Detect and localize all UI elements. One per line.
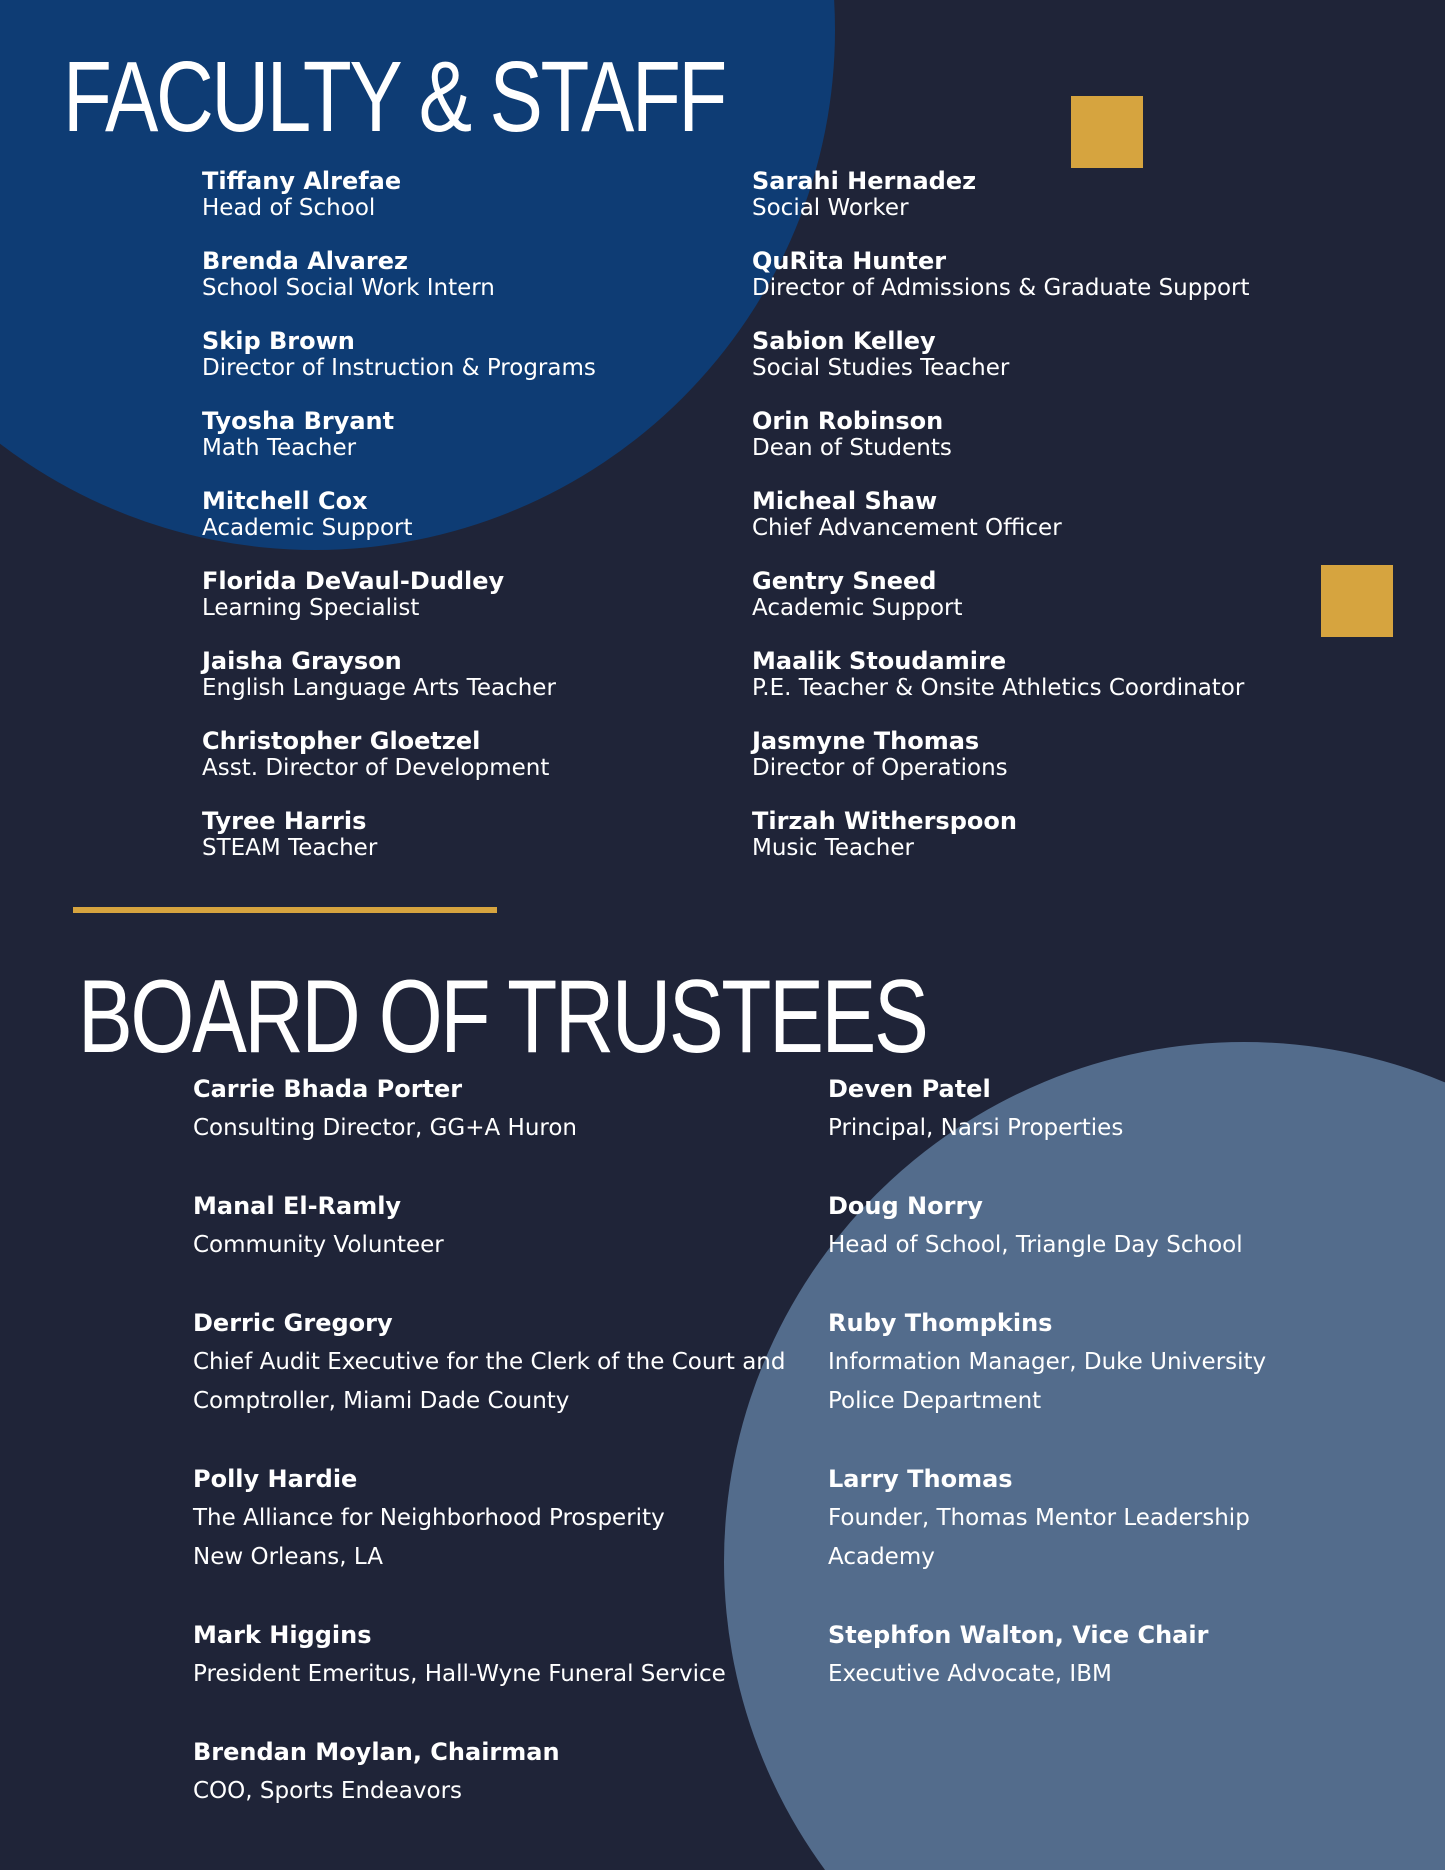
staff-member	[202, 407, 762, 487]
trustee-name: Stephfon Walton, Vice Chair	[828, 1621, 1209, 1649]
staff-member	[752, 167, 1312, 247]
staff-name: Jasmyne Thomas	[752, 727, 980, 755]
staff-role: Social Worker	[752, 195, 909, 221]
staff-role: Head of School	[202, 195, 376, 221]
trustee	[193, 1616, 813, 1694]
staff-member	[202, 567, 762, 647]
staff-role: STEAM Teacher	[202, 835, 378, 861]
trustee-name: Deven Patel	[828, 1075, 991, 1103]
faculty-left-column	[202, 167, 762, 887]
staff-name: Micheal Shaw	[752, 487, 938, 515]
staff-member	[752, 327, 1312, 407]
staff-name: Tirzah Witherspoon	[752, 807, 1017, 835]
staff-role: Math Teacher	[202, 435, 357, 461]
trustee-role: COO, Sports Endeavors	[193, 1778, 463, 1804]
staff-role: Chief Advancement Officer	[752, 515, 1062, 541]
staff-name: Sarahi Hernadez	[752, 167, 977, 195]
staff-name: QuRita Hunter	[752, 247, 947, 275]
trustee	[828, 1616, 1428, 1694]
staff-role: Academic Support	[752, 595, 963, 621]
staff-member	[202, 247, 762, 327]
trustee-name: Mark Higgins	[193, 1621, 372, 1649]
staff-name: Florida DeVaul-Dudley	[202, 567, 505, 595]
staff-member	[752, 807, 1312, 887]
staff-member	[202, 167, 762, 247]
staff-name: Christopher Gloetzel	[202, 727, 481, 755]
staff-name: Gentry Sneed	[752, 567, 937, 595]
trustee-role: Head of School, Triangle Day School	[828, 1232, 1243, 1258]
decorative-square-top	[1071, 96, 1143, 168]
staff-member	[202, 487, 762, 567]
faculty-staff-heading: FACULTY & STAFF	[63, 41, 725, 153]
trustee	[828, 1460, 1428, 1577]
trustee-name: Larry Thomas	[828, 1465, 1013, 1493]
trustee	[193, 1733, 813, 1811]
trustee	[193, 1070, 813, 1148]
trustee-role: Consulting Director, GG+A Huron	[193, 1115, 578, 1141]
staff-member	[202, 807, 762, 887]
decorative-square-middle	[1321, 565, 1393, 637]
trustee-name: Carrie Bhada Porter	[193, 1075, 463, 1103]
staff-role: Director of Admissions & Graduate Support	[752, 275, 1250, 301]
trustee	[828, 1187, 1428, 1265]
trustee-name: Brendan Moylan, Chairman	[193, 1738, 560, 1766]
staff-name: Tiffany Alrefae	[202, 167, 402, 195]
trustee-name: Doug Norry	[828, 1192, 983, 1220]
staff-name: Tyosha Bryant	[202, 407, 395, 435]
staff-member	[202, 647, 762, 727]
staff-role: Music Teacher	[752, 835, 914, 861]
staff-name: Sabion Kelley	[752, 327, 936, 355]
staff-role: Academic Support	[202, 515, 413, 541]
staff-member	[752, 247, 1312, 327]
staff-name: Skip Brown	[202, 327, 355, 355]
staff-name: Brenda Alvarez	[202, 247, 408, 275]
staff-member	[202, 327, 762, 407]
staff-role: Social Studies Teacher	[752, 355, 1010, 381]
trustee	[193, 1187, 813, 1265]
staff-member	[752, 407, 1312, 487]
trustee	[828, 1070, 1428, 1148]
trustee-role: Chief Audit Executive for the Clerk of the Court and Comptroller, Miami Dade County	[193, 1349, 786, 1414]
board-right-column	[828, 1070, 1428, 1733]
board-of-trustees-heading: BOARD OF TRUSTEES	[78, 959, 927, 1075]
trustee-name: Ruby Thompkins	[828, 1309, 1053, 1337]
staff-member	[752, 487, 1312, 567]
staff-role: Director of Instruction & Programs	[202, 355, 596, 381]
trustee-role: Principal, Narsi Properties	[828, 1115, 1124, 1141]
trustee-role: Information Manager, Duke University Police Department	[828, 1349, 1267, 1414]
staff-role: Asst. Director of Development	[202, 755, 550, 781]
staff-role: School Social Work Intern	[202, 275, 495, 301]
staff-role: Director of Operations	[752, 755, 1008, 781]
trustee	[828, 1304, 1428, 1421]
trustee-name: Derric Gregory	[193, 1309, 393, 1337]
staff-member	[752, 647, 1312, 727]
staff-name: Tyree Harris	[202, 807, 367, 835]
staff-role: English Language Arts Teacher	[202, 675, 556, 701]
trustee	[193, 1304, 813, 1421]
staff-name: Jaisha Grayson	[202, 647, 402, 675]
faculty-right-column	[752, 167, 1312, 887]
staff-name: Mitchell Cox	[202, 487, 368, 515]
staff-member	[752, 727, 1312, 807]
board-left-column	[193, 1070, 813, 1850]
trustee-role: Community Volunteer	[193, 1232, 444, 1258]
trustee-name: Polly Hardie	[193, 1465, 358, 1493]
staff-role: P.E. Teacher & Onsite Athletics Coordinator	[752, 675, 1245, 701]
trustee-role: Executive Advocate, IBM	[828, 1661, 1112, 1687]
staff-member	[752, 567, 1312, 647]
staff-role: Dean of Students	[752, 435, 952, 461]
trustee-role: President Emeritus, Hall-Wyne Funeral Service	[193, 1661, 726, 1687]
trustee-role: Founder, Thomas Mentor Leadership Academy	[828, 1505, 1250, 1570]
trustee-role: The Alliance for Neighborhood Prosperity New Orleans, LA	[193, 1505, 665, 1570]
trustee	[193, 1460, 813, 1577]
staff-member	[202, 727, 762, 807]
staff-role: Learning Specialist	[202, 595, 420, 621]
trustee-name: Manal El-Ramly	[193, 1192, 402, 1220]
section-divider	[73, 907, 497, 913]
staff-name: Maalik Stoudamire	[752, 647, 1007, 675]
staff-name: Orin Robinson	[752, 407, 944, 435]
